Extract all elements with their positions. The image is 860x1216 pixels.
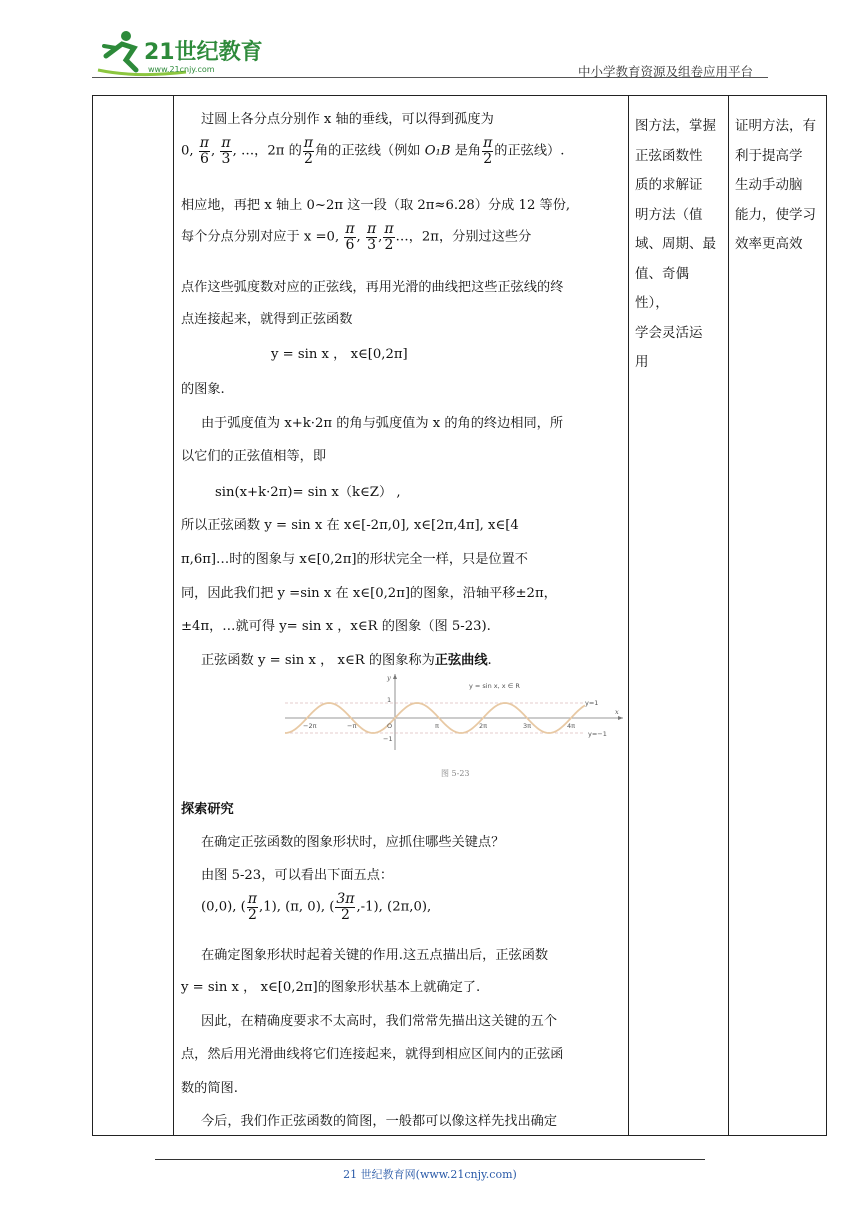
method-line: 图方法，掌握	[635, 118, 716, 134]
method-line: 用	[635, 354, 649, 370]
figure-caption: 图 5-23	[441, 769, 470, 778]
text-line-fractions: 0, $\frac{\pi}{6}$ , $\frac{\pi}{3}$ , …，2π 的 $\frac{\pi}{2}$ 角的正弦线（例如 O₁B 是角 $\frac{\pi}{2}$ 的正弦线）.	[181, 135, 565, 167]
text-line: 今后，我们作正弦函数的简图，一般都可以像这样先找出确定	[201, 1114, 558, 1129]
method-line: 明方法（值	[635, 206, 703, 223]
text-line: 相应地，再把 x 轴上 0~2π 这一段（取 2π≈6.28）分成 12 等份,	[181, 198, 571, 213]
svg-text:y: y	[387, 674, 391, 682]
text-line: 数的简图.	[181, 1081, 238, 1096]
text-line-fractions: 每个分点分别对应于 x =0, $\frac{\pi}{6}$ , $\frac{\pi}{3}$ , $\frac{\pi}{2}$ …，2π，分别过这些分	[181, 221, 532, 253]
text-line: 由于弧度值为 x+k·2π 的角与弧度值为 x 的角的终边相同，所	[201, 416, 564, 431]
text-line: 点作这些弧度数对应的正弦线，再用光滑的曲线把这些正弦线的终	[181, 280, 564, 295]
svg-text:x: x	[615, 708, 619, 716]
formula-line: sin(x+k·2π)= sin x（k∈Z） ,	[215, 485, 401, 500]
term-sine-curve: 正弦曲线	[434, 653, 488, 668]
text-line: 在确定正弦函数的图象形状时，应抓住哪些关键点？	[201, 835, 505, 850]
text-line: π,6π]…时的图象与 x∈[0,2π]的形状完全一样，只是位置不	[181, 552, 528, 567]
sine-graph-figure	[285, 672, 625, 752]
key-points-line: (0,0), ( $\frac{\pi}{2}$ ,1), (π, 0), ( $\frac{3\pi}{2}$ ,-1), (2π,0),	[201, 891, 432, 923]
text-line: 在确定图象形状时起着关键的作用.这五点描出后，正弦函数	[201, 948, 549, 963]
text-line: 点，然后用光滑曲线将它们连接起来，就得到相应区间内的正弦函	[181, 1047, 564, 1062]
text-line: 正弦函数 y = sin x ， x∈R 的图象称为正弦曲线.	[201, 653, 492, 668]
platform-title: 中小学教育资源及组卷应用平台	[577, 64, 753, 79]
method-line: 域、周期、最	[635, 236, 716, 252]
lesson-table	[92, 95, 827, 1136]
column-divider	[628, 96, 629, 1135]
graph-tick-label: 2π	[479, 722, 488, 730]
svg-text:y = sin x, x ∈ R: y = sin x, x ∈ R	[469, 682, 520, 690]
purpose-line: 生动手动脑	[735, 177, 803, 193]
purpose-line: 证明方法，有	[735, 118, 816, 134]
svg-text:−1: −1	[383, 735, 393, 743]
text-line: 同，因此我们把 y =sin x 在 x∈[0,2π]的图象，沿轴平移±2π，	[181, 586, 557, 601]
svg-text:1: 1	[387, 696, 392, 704]
text-line: y = sin x ， x∈[0,2π]的图象形状基本上就确定了.	[181, 980, 481, 995]
site-logo	[96, 26, 266, 82]
method-line: 质的求解证	[635, 177, 703, 193]
purpose-line: 能力，使学习	[735, 206, 816, 223]
column-divider	[173, 96, 174, 1135]
graph-tick-label: −2π	[303, 722, 317, 730]
graph-tick-label: −π	[347, 722, 357, 730]
method-cell	[635, 112, 719, 378]
text-line: 因此，在精确度要求不太高时，我们常常先描出这关键的五个	[201, 1014, 558, 1029]
footer-text: 21 世纪教育网(www.21cnjy.com)	[343, 1168, 517, 1181]
column-divider	[728, 96, 729, 1135]
footer-rule	[155, 1159, 705, 1160]
graph-tick-label: 3π	[523, 722, 532, 730]
method-line: 值、奇偶性），	[635, 265, 689, 311]
purpose-cell	[735, 112, 819, 260]
purpose-line: 利于提高学	[735, 147, 803, 164]
svg-text:21世纪教育: 21世纪教育	[144, 40, 263, 65]
graph-tick-label: π	[435, 722, 439, 730]
method-line: 学会灵活运	[635, 324, 703, 341]
svg-text:y=1: y=1	[585, 699, 599, 707]
graph-tick-label: 4π	[567, 722, 576, 730]
text-line: ±4π，…就可得 y= sin x ，x∈R 的图象（图 5-23).	[181, 619, 491, 634]
purpose-line: 效率更高效	[735, 236, 803, 252]
text-line: 点连接起来，就得到正弦函数	[181, 312, 353, 327]
header-rule	[92, 77, 768, 78]
section-heading: 探索研究	[181, 802, 234, 817]
svg-text:www.21cnjy.com: www.21cnjy.com	[148, 65, 215, 74]
svg-text:y=−1: y=−1	[588, 730, 607, 738]
text-line: 所以正弦函数 y = sin x 在 x∈[-2π,0], x∈[2π,4π], x∈[4	[181, 518, 519, 533]
text-line: 的图象.	[181, 382, 225, 397]
text-line: 过圆上各分点分别作 x 轴的垂线，可以得到孤度为	[201, 112, 494, 127]
text-line: 以它们的正弦值相等，即	[181, 449, 327, 464]
formula-line: y = sin x ， x∈[0,2π]	[271, 347, 408, 362]
method-line: 正弦函数性	[635, 147, 703, 164]
text-line: 由图 5-23，可以看出下面五点：	[201, 868, 394, 883]
graph-tick-label: O	[387, 722, 393, 730]
